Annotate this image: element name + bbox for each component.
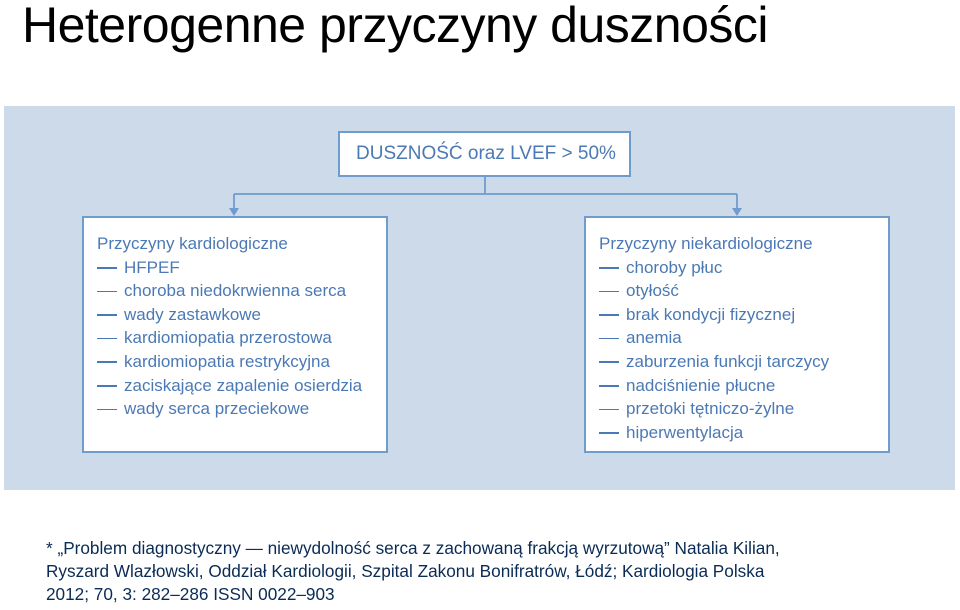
- dash-icon: [599, 409, 619, 411]
- list-item: anemia: [599, 326, 878, 350]
- dash-icon: [599, 267, 619, 269]
- dash-icon: [599, 361, 619, 363]
- dash-icon: [599, 432, 619, 434]
- dash-icon: [97, 291, 117, 293]
- list-item: choroby płuc: [599, 256, 878, 280]
- dash-icon: [599, 385, 619, 387]
- dash-icon: [599, 314, 619, 316]
- citation-line: Ryszard Wlazłowski, Oddział Kardiologii, Szpital Zakonu Bonifratrów, Łódź; Kardiologia Polska: [46, 561, 765, 581]
- list-item: przetoki tętniczo-żylne: [599, 397, 878, 421]
- top-box: DUSZNOŚĆ oraz LVEF > 50%: [338, 131, 631, 177]
- citation: [46, 537, 946, 606]
- noncardiac-causes-heading: Przyczyny niekardiologiczne: [599, 234, 813, 253]
- cardiac-causes-box: [82, 216, 388, 453]
- noncardiac-causes-box: [584, 216, 890, 453]
- arrow-right-icon: [732, 208, 742, 216]
- arrow-left-icon: [229, 208, 239, 216]
- list-item: hiperwentylacja: [599, 421, 878, 445]
- list-item: choroba niedokrwienna serca: [97, 279, 376, 303]
- citation-line: * „Problem diagnostyczny — niewydolność serca z zachowaną frakcją wyrzutową” Natalia Kilian,: [46, 538, 780, 558]
- slide-title: Heterogenne przyczyny duszności: [22, 0, 768, 53]
- list-item: kardiomiopatia przerostowa: [97, 326, 376, 350]
- list-item: nadciśnienie płucne: [599, 374, 878, 398]
- dash-icon: [97, 314, 117, 316]
- list-item: HFPEF: [97, 256, 376, 280]
- list-item: wady serca przeciekowe: [97, 397, 376, 421]
- list-item: otyłość: [599, 279, 878, 303]
- list-item: zaburzenia funkcji tarczycy: [599, 350, 878, 374]
- citation-line: 2012; 70, 3: 282–286 ISSN 0022–903: [46, 584, 335, 604]
- noncardiac-causes-list: [599, 256, 878, 445]
- list-item: brak kondycji fizycznej: [599, 303, 878, 327]
- cardiac-causes-list: [97, 256, 376, 421]
- list-item: kardiomiopatia restrykcyjna: [97, 350, 376, 374]
- dash-icon: [599, 338, 619, 340]
- list-item: zaciskające zapalenie osierdzia: [97, 374, 376, 398]
- list-item: wady zastawkowe: [97, 303, 376, 327]
- dash-icon: [97, 409, 117, 411]
- dash-icon: [97, 267, 117, 269]
- cardiac-causes-heading: Przyczyny kardiologiczne: [97, 234, 288, 253]
- dash-icon: [97, 338, 117, 340]
- dash-icon: [599, 291, 619, 293]
- dash-icon: [97, 385, 117, 387]
- dash-icon: [97, 361, 117, 363]
